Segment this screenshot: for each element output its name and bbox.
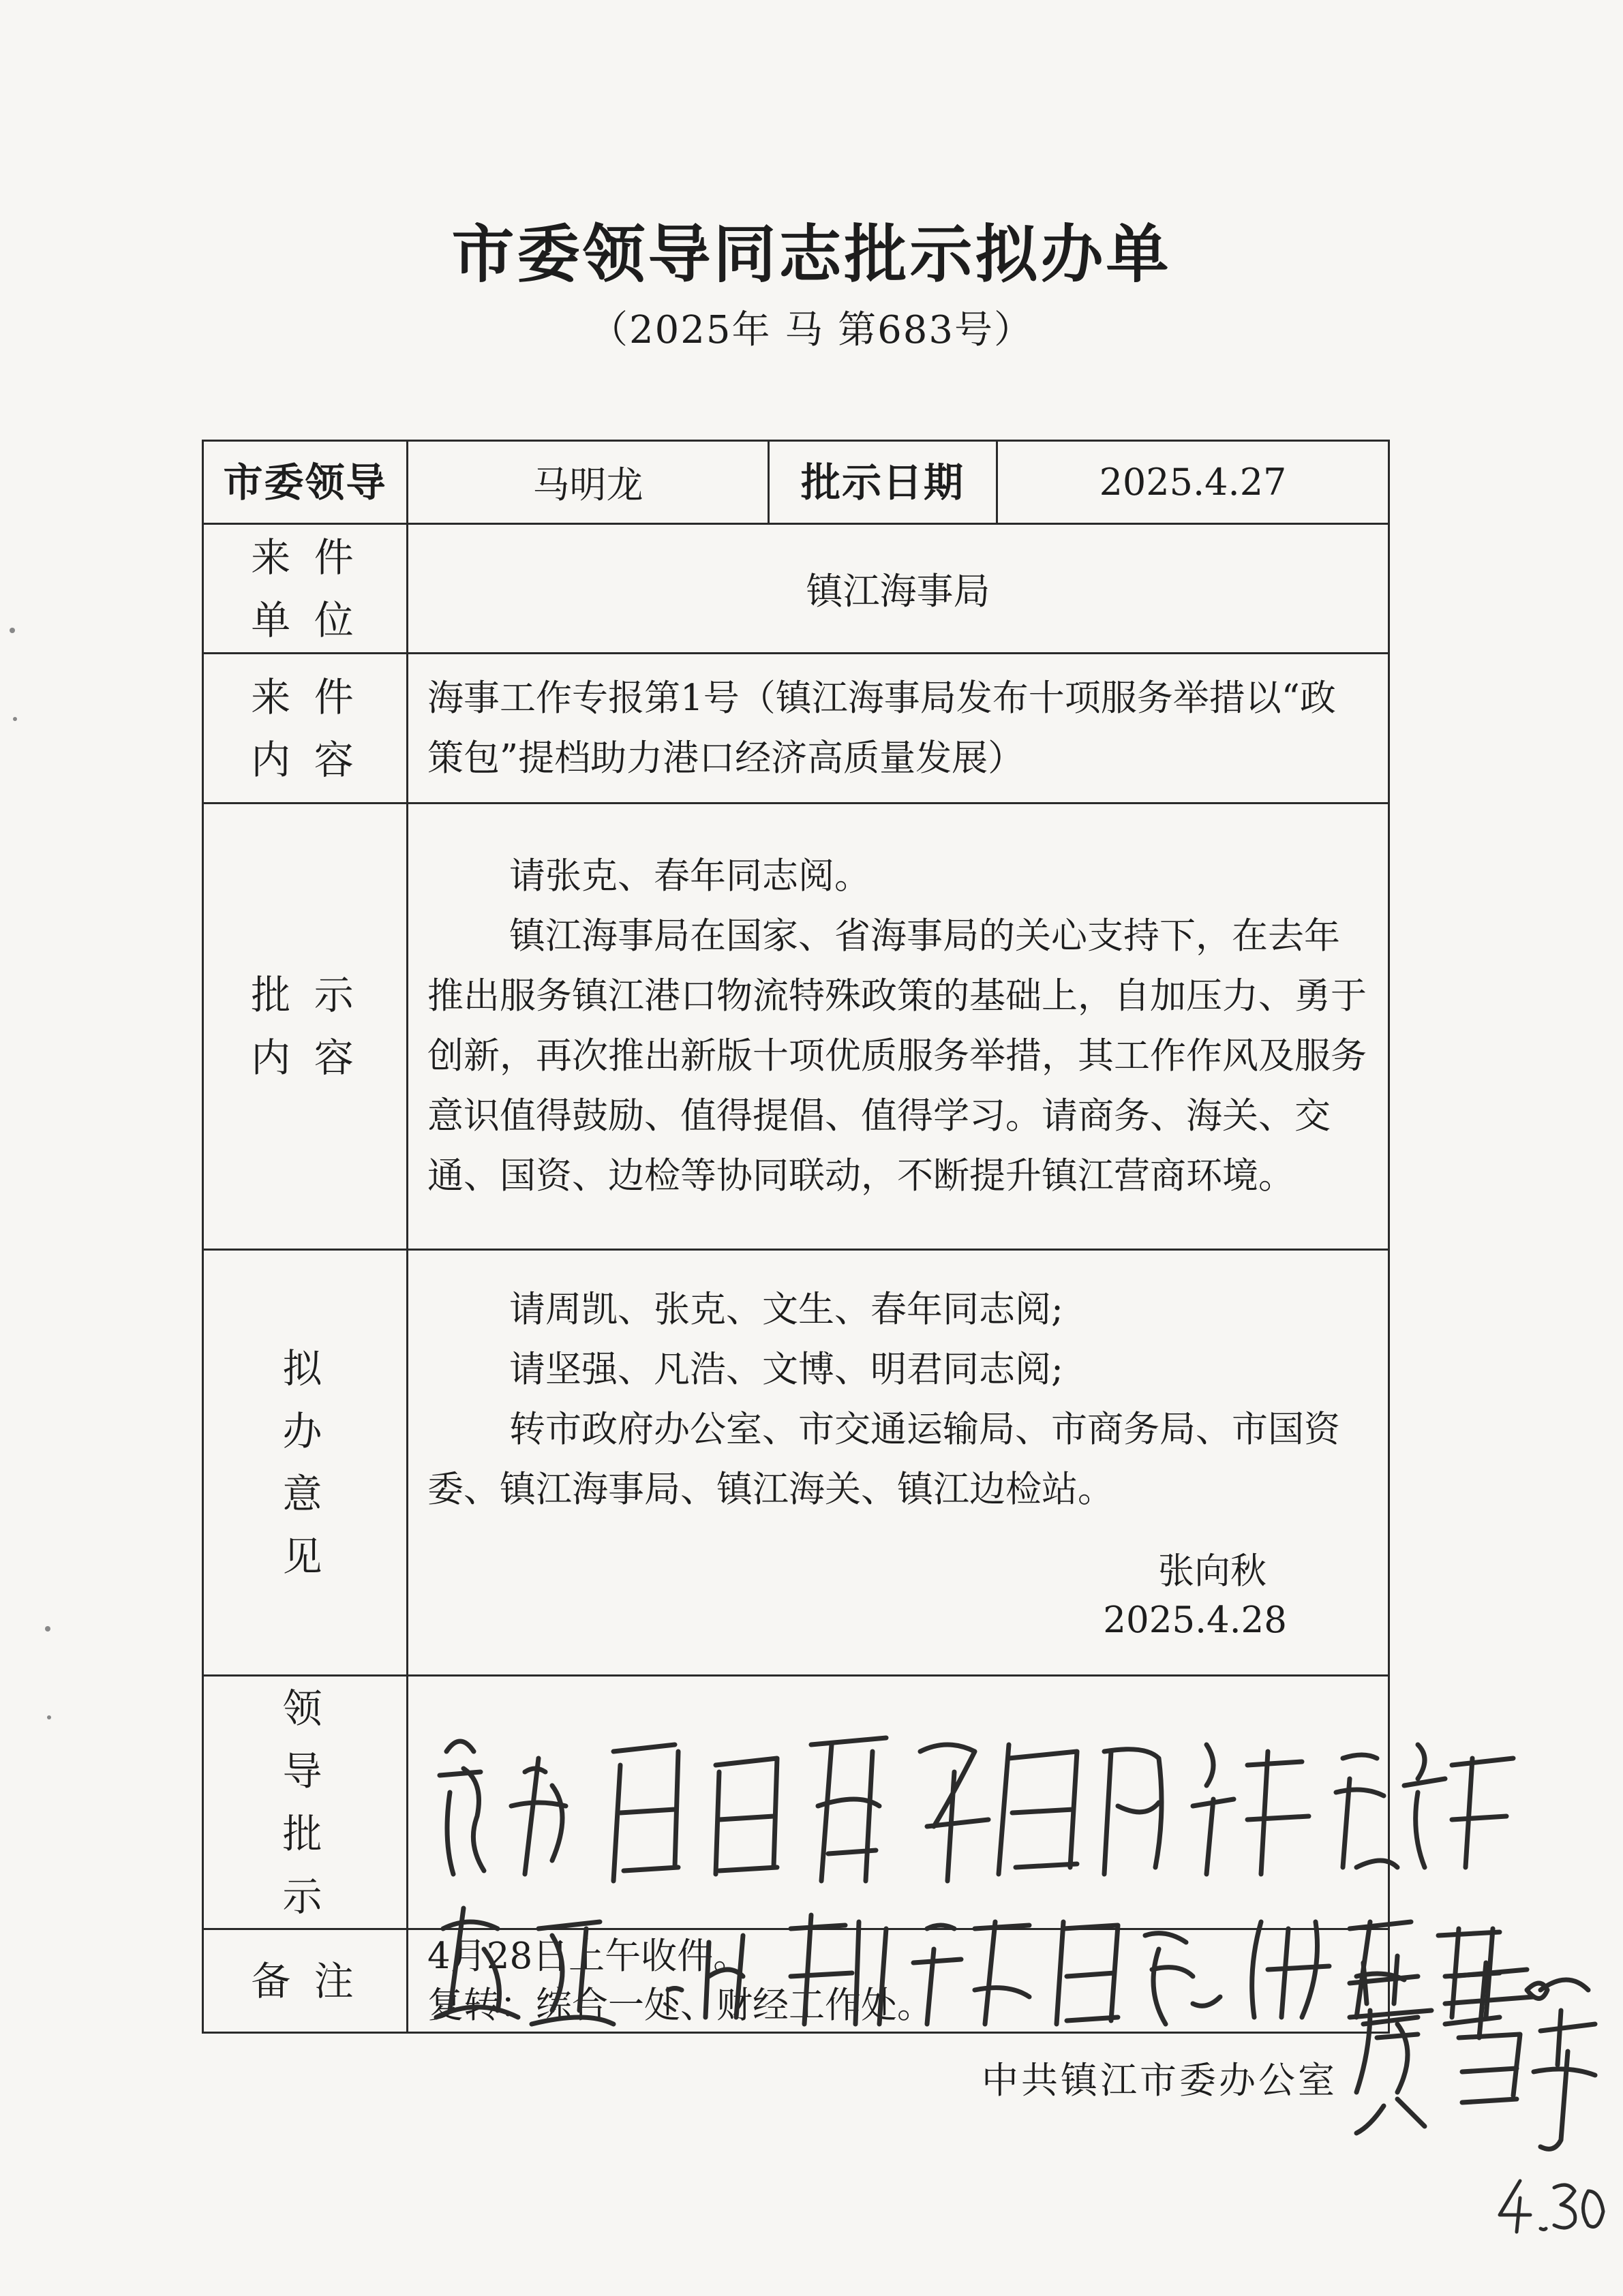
opinion-label: 拟 办 意 见	[203, 1250, 408, 1676]
source-unit-value: 镇江海事局	[408, 524, 1389, 654]
instruction-row	[203, 803, 1389, 1250]
opinion-line: 请周凯、张克、文生、春年同志阅;	[509, 1289, 1063, 1330]
instruction-content	[408, 803, 1389, 1250]
document-title: 市委领导同志批示拟办单	[451, 218, 1172, 291]
handwritten-signature	[1336, 1935, 1609, 2256]
leader-label: 市委领导	[203, 441, 408, 524]
content-value: 海事工作专报第1号（镇江海事局发布十项服务举措以“政策包”提档助力港口经济高质量发展）	[408, 654, 1389, 803]
remarks-label: 备 注	[203, 1929, 408, 2033]
source-unit-row	[203, 524, 1389, 654]
source-unit-label: 来 件 单 位	[203, 524, 408, 654]
content-label: 来 件 内 容	[203, 654, 408, 803]
instruction-label: 批 示 内 容	[203, 803, 408, 1250]
opinion-line: 转市政府办公室、市交通运输局、市商务局、市国资委、镇江海事局、镇江海关、镇江边检站。	[427, 1409, 1340, 1510]
date-value: 2025.4.27	[997, 441, 1389, 524]
remarks-line: 复转：综合一处、财经工作处。	[427, 1984, 933, 2026]
opinion-date: 2025.4.28	[1103, 1599, 1287, 1641]
instruction-line: 请张克、春年同志阅。	[509, 855, 870, 897]
opinion-row	[203, 1250, 1389, 1676]
leader-row	[203, 441, 1389, 524]
instruction-line: 镇江海事局在国家、省海事局的关心支持下，在去年推出服务镇江港口物流特殊政策的基础上，自加压力、勇于创新，再次推出新版十项优质服务举措，其工作作风及服务意识值得鼓励、值得提倡、值得学习。请商务、海关、交通、国资、边检等协同联动，不断提升镇江营商环境。	[427, 915, 1367, 1197]
opinion-line: 请坚强、凡浩、文博、明君同志阅;	[509, 1349, 1063, 1390]
date-label: 批示日期	[769, 441, 997, 524]
scan-specks	[0, 0, 82, 2296]
opinion-content	[408, 1250, 1389, 1676]
remarks-line: 4月28日上午收件。	[427, 1935, 750, 1977]
content-row	[203, 654, 1389, 803]
leader-comment-label: 领 导 批 示	[203, 1676, 408, 1929]
opinion-signer: 张向秋	[1158, 1550, 1266, 1592]
issuer: 中共镇江市委办公室	[982, 2059, 1337, 2102]
document-number: （2025年 马 第683号）	[589, 308, 1033, 352]
leader-name: 马明龙	[408, 441, 769, 524]
